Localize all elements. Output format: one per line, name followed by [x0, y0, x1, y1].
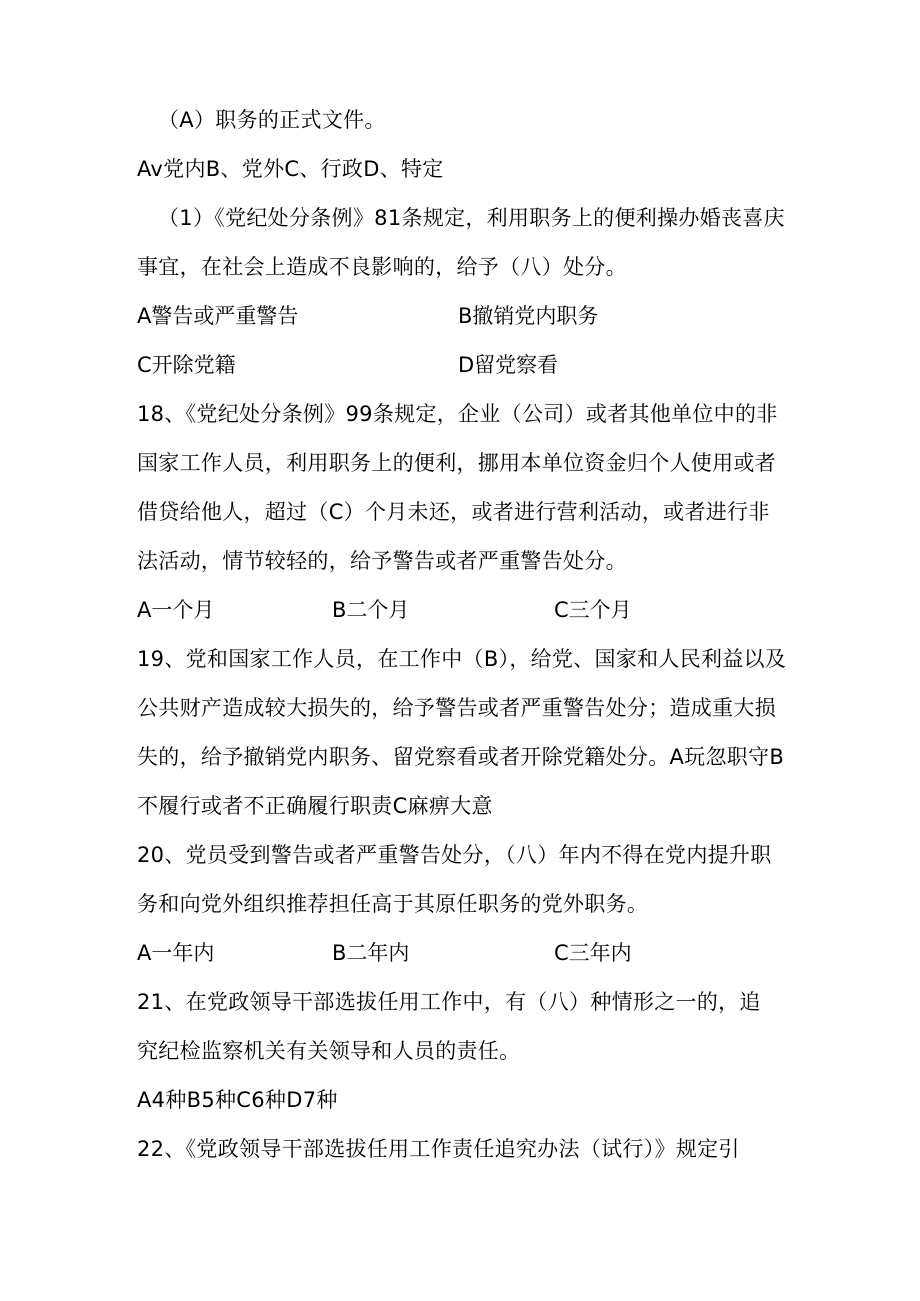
text-line: 21、在党政领导干部选拔任用工作中，有（八）种情形之一的，追 — [137, 990, 761, 1014]
text-line: 事宜，在社会上造成不良影响的，给予（八）处分。 — [137, 255, 627, 279]
text-line: 公共财产造成较大损失的，给予警告或者严重警告处分；造成重大损 — [137, 696, 776, 720]
text-line: A4种B5种C6种D7种 — [137, 1088, 338, 1112]
option-c: C三个月 — [554, 598, 632, 622]
text-line: 失的，给予撤销党内职务、留党察看或者开除党籍处分。A玩忽职守B — [137, 745, 785, 769]
text-line: 借贷给他人，超过（C）个月未还，或者进行营利活动，或者进行非 — [137, 500, 770, 524]
text-line: Av党内B、党外C、行政D、特定 — [137, 157, 444, 181]
text-line: 22、《党政领导干部选拔任用工作责任追究办法（试行）》规定引 — [137, 1137, 740, 1161]
text-line: 务和向党外组织推荐担任高于其原任职务的党外职务。 — [137, 892, 649, 916]
option-a: A警告或严重警告 — [137, 304, 299, 328]
option-b: B二个月 — [332, 598, 410, 622]
text-line: （1）《党纪处分条例》81条规定，利用职务上的便利操办婚丧喜庆 — [158, 206, 785, 230]
text-line: 法活动，情节较轻的，给予警告或者严重警告处分。 — [137, 549, 627, 573]
option-b: B撤销党内职务 — [458, 304, 599, 328]
option-c: C开除党籍 — [137, 353, 236, 377]
text-line: 18、《党纪处分条例》99条规定，企业（公司）或者其他单位中的非 — [137, 402, 778, 426]
option-a: A一年内 — [137, 941, 215, 965]
text-line: 19、党和国家工作人员，在工作中（B），给党、国家和人民利益以及 — [137, 647, 787, 671]
option-b: B二年内 — [332, 941, 410, 965]
text-line: 国家工作人员，利用职务上的便利，挪用本单位资金归个人使用或者 — [137, 451, 776, 475]
text-line: 不履行或者不正确履行职责C麻痹大意 — [137, 794, 493, 818]
option-c: C三年内 — [554, 941, 632, 965]
text-line: 20、党员受到警告或者严重警告处分，（八）年内不得在党内提升职 — [137, 843, 772, 867]
option-d: D留党察看 — [458, 353, 559, 377]
text-line: （A）职务的正式文件。 — [158, 108, 386, 132]
option-a: A一个月 — [137, 598, 215, 622]
text-line: 究纪检监察机关有关领导和人员的责任。 — [137, 1039, 521, 1063]
